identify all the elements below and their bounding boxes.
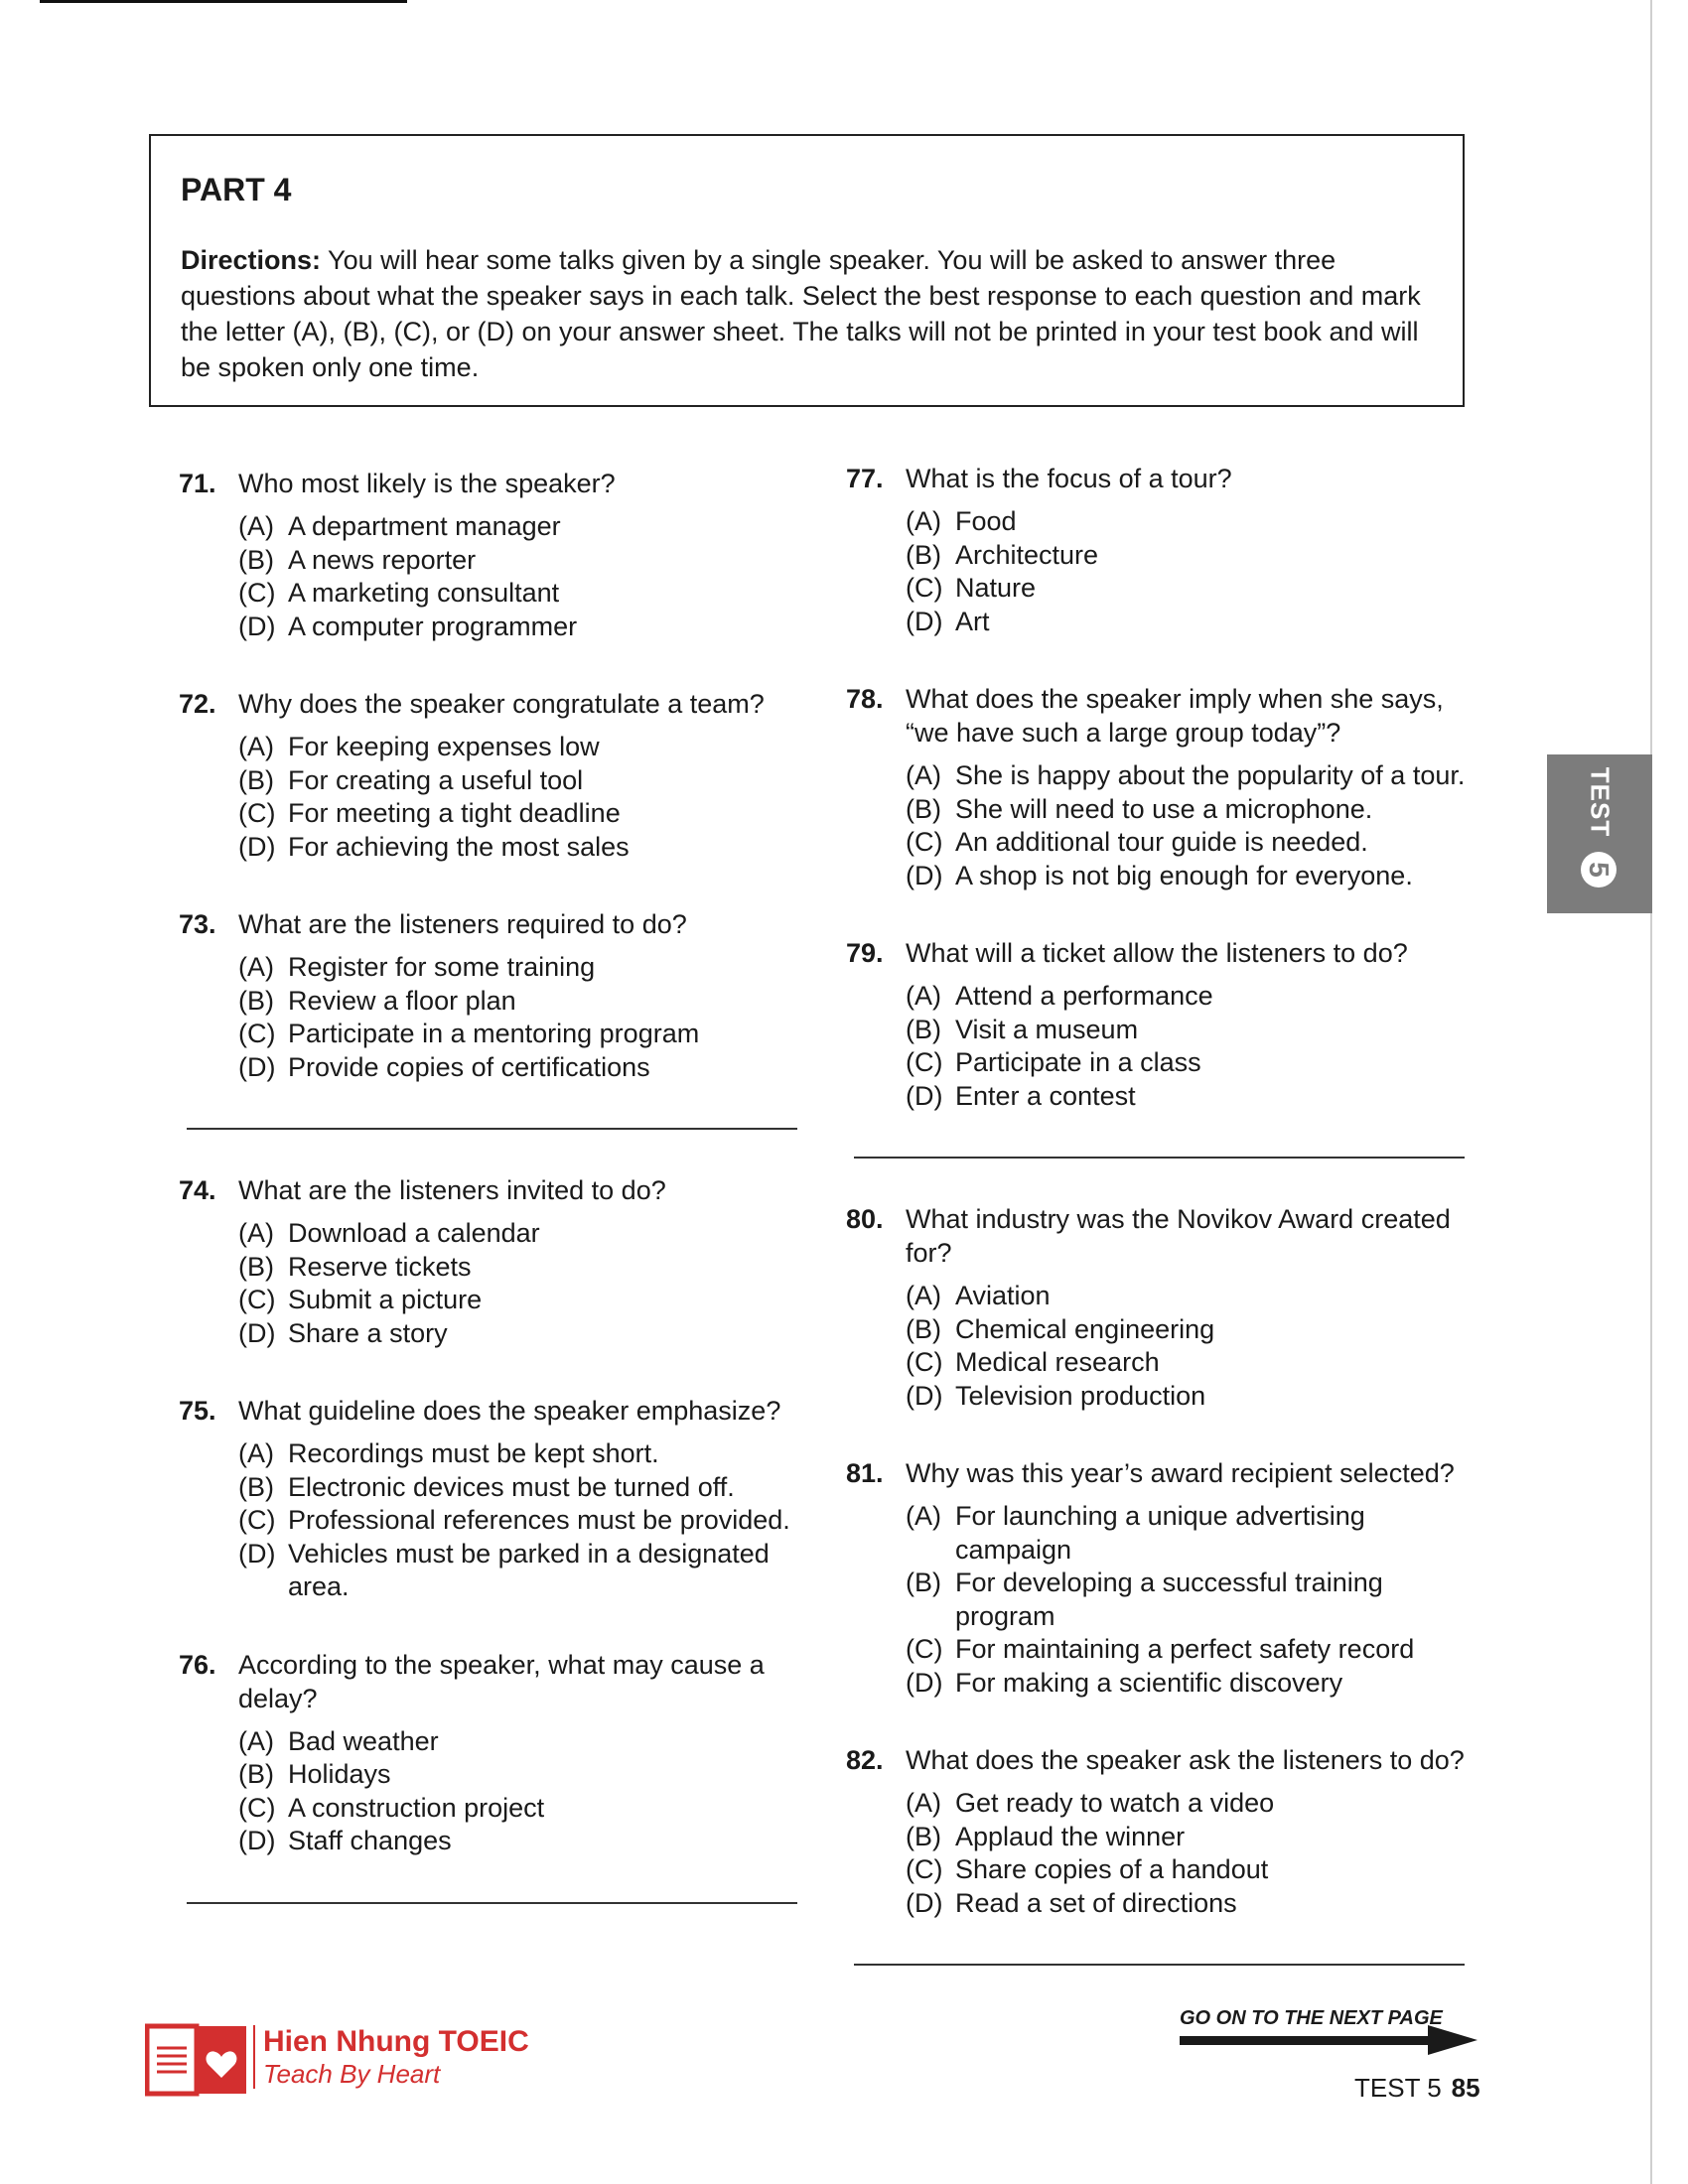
answer-options [906,505,1481,638]
option-letter: (C) [238,1285,276,1314]
answer-option[interactable] [238,1051,814,1085]
option-letter: (B) [238,764,274,795]
answer-option[interactable] [906,1380,1481,1414]
option-letter: (C) [906,573,943,603]
option-letter: (B) [906,1821,941,1851]
option-text: Applaud the winner [955,1821,1186,1851]
option-text: Vehicles must be parked in a designated area. [288,1538,770,1601]
option-letter: (C) [238,1505,276,1535]
section-divider [187,1902,797,1904]
option-letter: (B) [238,1759,274,1789]
answer-option[interactable] [906,1014,1481,1047]
question-text: What will a ticket allow the listeners to do? [906,938,1408,968]
question-text: What are the listeners invited to do? [238,1175,666,1205]
question-number: 73. [179,909,216,939]
option-text: Staff changes [288,1826,452,1855]
test-number-badge [1581,852,1617,887]
answer-option[interactable] [238,1251,814,1285]
option-letter: (C) [906,1347,943,1377]
answer-option[interactable] [906,606,1481,639]
question-text: Why was this year’s award recipient selected? [906,1458,1455,1488]
option-text: Bad weather [288,1725,439,1756]
option-text: Art [955,606,990,636]
answer-option[interactable] [238,1018,814,1051]
option-text: A news reporter [288,544,477,575]
answer-option[interactable] [906,793,1481,827]
answer-option[interactable] [238,1792,814,1826]
option-letter: (B) [238,544,274,575]
option-text: A marketing consultant [288,578,560,608]
option-letter: (A) [238,1218,274,1248]
question-81 [846,1456,1481,1700]
answer-option[interactable] [238,1758,814,1792]
option-text: Reserve tickets [288,1251,472,1282]
option-text: For launching a unique advertising campaign [955,1501,1365,1565]
option-text: For creating a useful tool [288,764,584,795]
brand-block [253,2025,529,2089]
option-text: Medical research [955,1347,1160,1377]
answer-options [238,1437,814,1604]
question-77 [846,462,1481,638]
option-letter: (A) [238,952,274,982]
option-text: She is happy about the popularity of a tour. [955,760,1466,790]
top-rule [40,0,407,3]
question-number: 77. [846,464,884,493]
answer-option[interactable] [238,797,814,831]
option-text: Holidays [288,1759,391,1789]
option-letter: (D) [238,611,276,641]
option-letter: (C) [906,1634,943,1664]
question-number: 72. [179,689,216,719]
page-edge [1650,0,1652,2184]
option-letter: (B) [238,1471,274,1502]
answer-option[interactable] [238,1725,814,1759]
option-text: Review a floor plan [288,985,516,1016]
answer-options [906,1280,1481,1413]
option-text: For achieving the most sales [288,831,630,862]
answer-option[interactable] [906,572,1481,606]
question-82 [846,1743,1481,1920]
directions-label: Directions: [181,245,322,275]
directions-box [149,134,1465,407]
option-text: A construction project [288,1792,545,1823]
question-72 [179,687,814,864]
option-letter: (D) [906,1080,943,1111]
answer-options [238,1217,814,1350]
option-text: Recordings must be kept short. [288,1438,659,1468]
option-text: Share a story [288,1317,448,1348]
question-78 [846,682,1481,892]
option-text: Participate in a class [955,1047,1201,1077]
page-number: 85 [1451,2073,1480,2103]
answer-option[interactable] [238,1825,814,1858]
option-letter: (B) [906,1014,941,1044]
question-number: 78. [846,684,884,714]
question-number: 81. [846,1458,884,1488]
option-letter: (B) [906,793,941,824]
answer-option[interactable] [906,1787,1481,1821]
answer-option[interactable] [238,1284,814,1317]
option-text: For meeting a tight deadline [288,798,621,828]
option-text: Enter a contest [955,1080,1136,1111]
option-letter: (D) [906,1667,943,1698]
option-text: For making a scientific discovery [955,1667,1343,1698]
option-text: Register for some training [288,952,596,982]
option-text: Get ready to watch a video [955,1788,1275,1818]
question-73 [179,907,814,1084]
footer-test-label: TEST 5 [1354,2073,1442,2103]
option-letter: (D) [238,1826,276,1855]
answer-options [238,510,814,643]
option-letter: (A) [238,732,274,761]
option-letter: (A) [906,506,941,536]
answer-option[interactable] [906,860,1481,893]
answer-options [906,1500,1481,1700]
option-letter: (D) [238,831,276,862]
answer-option[interactable] [906,505,1481,539]
page-footer [1354,2073,1480,2104]
option-letter: (A) [238,511,274,541]
question-number: 75. [179,1396,216,1426]
option-text: Share copies of a handout [955,1854,1269,1884]
option-letter: (D) [238,1317,276,1348]
answer-option[interactable] [238,764,814,798]
option-text: For developing a successful training program [955,1568,1383,1631]
answer-option[interactable] [906,1853,1481,1887]
answer-option[interactable] [238,951,814,985]
answer-option[interactable] [906,1667,1481,1701]
answer-option[interactable] [238,1317,814,1351]
question-80 [846,1202,1481,1413]
option-text: Visit a museum [955,1014,1139,1044]
directions-body: You will hear some talks given by a single speaker. You will be asked to answer three questions about what the speaker says in each talk. Select the best response to each question and mark the letter (A), (B), (C), or (D) on your answer sheet. The talks will not be printed in your test book and will be spoken only one time. [181,245,1421,382]
option-letter: (D) [906,606,943,636]
question-text: What is the focus of a tour? [906,464,1232,493]
option-text: For keeping expenses low [288,732,600,761]
answer-options [906,1787,1481,1920]
option-letter: (D) [906,1380,943,1411]
answer-options [238,1725,814,1858]
question-79 [846,936,1481,1113]
option-letter: (B) [238,1251,274,1282]
question-number: 71. [179,469,216,498]
part-title: PART 4 [181,172,292,207]
answer-options [906,759,1481,892]
answer-option[interactable] [238,611,814,644]
option-letter: (B) [238,985,274,1016]
arrow-right-icon [1180,2025,1477,2055]
option-letter: (D) [906,860,943,890]
answer-option[interactable] [238,544,814,578]
option-letter: (A) [906,981,941,1011]
option-text: Electronic devices must be turned off. [288,1471,735,1502]
option-letter: (C) [238,1792,276,1823]
option-letter: (B) [906,1568,941,1597]
option-text: A computer programmer [288,611,578,641]
question-text: What guideline does the speaker emphasize? [238,1396,781,1426]
answer-option[interactable] [238,985,814,1019]
next-page-label: GO ON TO THE NEXT PAGE [1180,2007,1443,2029]
question-number: 80. [846,1204,884,1234]
option-letter: (A) [906,1788,941,1818]
question-text: What are the listeners required to do? [238,909,687,939]
answer-option[interactable] [906,1821,1481,1854]
option-letter: (A) [906,1501,941,1531]
answer-option[interactable] [906,826,1481,860]
option-letter: (C) [238,578,276,608]
question-number: 76. [179,1649,216,1680]
answer-option[interactable] [906,1080,1481,1114]
question-71 [179,467,814,643]
brand-tagline: Teach By Heart [263,2059,441,2089]
option-text: Provide copies of certifications [288,1051,650,1082]
question-text: Who most likely is the speaker? [238,469,616,498]
answer-option[interactable] [906,980,1481,1014]
book-heart-logo-icon [145,2020,264,2100]
option-letter: (C) [238,1019,276,1048]
option-text: Chemical engineering [955,1313,1215,1344]
question-76 [179,1648,814,1858]
option-text: A department manager [288,511,561,541]
answer-option[interactable] [906,1346,1481,1380]
answer-option[interactable] [906,759,1481,793]
brand-name: Hien Nhung TOEIC [263,2025,529,2058]
answer-option[interactable] [906,1500,1481,1567]
option-text: For maintaining a perfect safety record [955,1634,1415,1664]
test-side-tab [1547,754,1652,913]
option-letter: (C) [906,1047,943,1077]
section-divider [854,1157,1465,1159]
option-text: Submit a picture [288,1285,483,1314]
option-letter: (A) [238,1438,274,1468]
answer-option[interactable] [906,539,1481,573]
question-text: Why does the speaker congratulate a team? [238,689,765,719]
answer-option[interactable] [238,1538,814,1604]
option-letter: (B) [906,539,941,570]
answer-option[interactable] [906,1280,1481,1313]
option-text: Attend a performance [955,981,1213,1011]
option-letter: (A) [906,760,941,790]
option-text: Download a calendar [288,1218,540,1248]
option-letter: (C) [238,798,276,828]
option-text: An additional tour guide is needed. [955,827,1368,857]
question-number: 79. [846,938,884,968]
answer-option[interactable] [238,1504,814,1538]
option-letter: (A) [238,1725,274,1756]
question-75 [179,1394,814,1604]
answer-options [238,951,814,1084]
question-number: 82. [846,1745,884,1775]
directions-paragraph [181,242,1433,385]
question-text: According to the speaker, what may cause a delay? [238,1649,765,1713]
answer-option[interactable] [238,577,814,611]
option-letter: (D) [238,1051,276,1082]
question-number: 74. [179,1175,216,1205]
answer-option[interactable] [906,1633,1481,1667]
option-letter: (D) [906,1887,943,1918]
option-text: Participate in a mentoring program [288,1019,700,1048]
option-letter: (A) [906,1281,941,1310]
right-column [846,462,1481,1966]
option-text: Architecture [955,539,1099,570]
answer-option[interactable] [238,1437,814,1471]
section-divider [187,1128,797,1130]
test-tab-number: 5 [1583,862,1615,878]
answer-option[interactable] [906,1887,1481,1921]
option-text: She will need to use a microphone. [955,793,1373,824]
question-text: What does the speaker ask the listeners to do? [906,1745,1465,1775]
option-letter: (B) [906,1313,941,1344]
answer-option[interactable] [906,1567,1481,1633]
option-text: Television production [955,1380,1206,1411]
option-text: Aviation [955,1281,1051,1310]
answer-options [906,980,1481,1113]
question-text: What does the speaker imply when she says, “we have such a large group today”? [906,684,1444,748]
test-tab-label: TEST [1585,766,1616,838]
answer-option[interactable] [238,510,814,544]
option-text: Food [955,506,1017,536]
answer-option[interactable] [238,831,814,865]
left-column [179,467,814,1904]
question-74 [179,1173,814,1350]
option-text: Nature [955,573,1037,603]
answer-option[interactable] [238,1217,814,1251]
option-text: Read a set of directions [955,1887,1237,1918]
answer-options [238,731,814,864]
option-letter: (D) [238,1538,276,1569]
answer-option[interactable] [906,1313,1481,1347]
answer-option[interactable] [906,1046,1481,1080]
section-divider [854,1964,1465,1966]
option-letter: (C) [906,1854,943,1884]
question-text: What industry was the Novikov Award created for? [906,1204,1451,1268]
option-letter: (C) [906,827,943,857]
answer-option[interactable] [238,1471,814,1505]
answer-option[interactable] [238,731,814,764]
option-text: A shop is not big enough for everyone. [955,860,1413,890]
option-text: Professional references must be provided. [288,1505,790,1535]
